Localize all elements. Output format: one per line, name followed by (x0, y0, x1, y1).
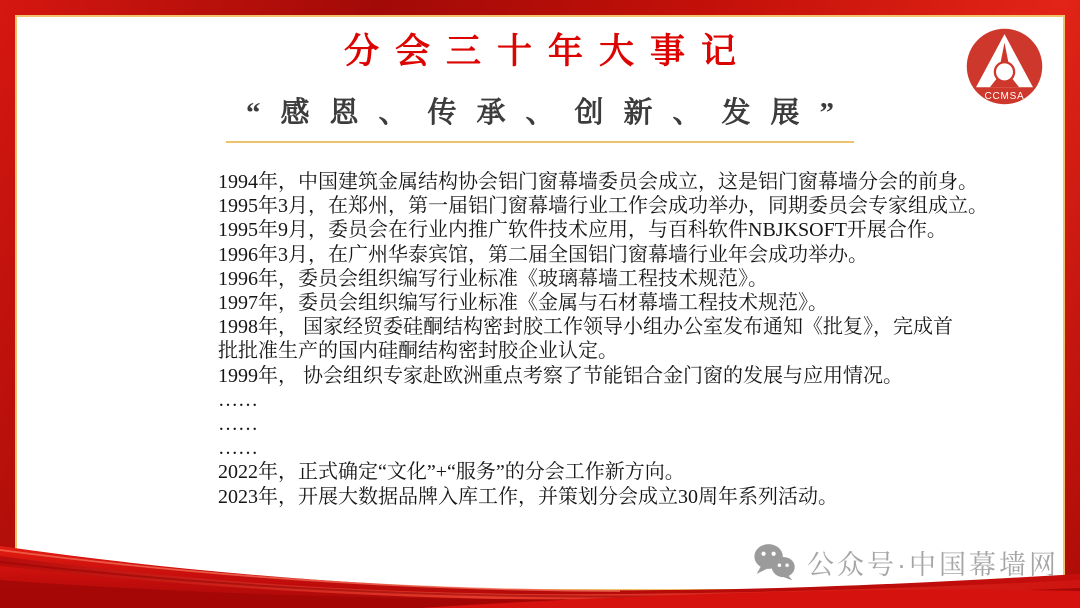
watermark-label: 公众号·中国幕墙网 (807, 549, 1059, 580)
timeline-line: …… (218, 437, 258, 460)
timeline-line: 批批准生产的国内硅酮结构密封胶企业认定。 (218, 340, 618, 363)
timeline-line: 1994年，中国建筑金属结构协会铝门窗幕墙委员会成立，这是铝门窗幕墙分会的前身。 (218, 171, 978, 193)
timeline-line: 1995年3月，在郑州，第一届铝门窗幕墙行业工作会成功举办，同期委员会专家组成立。 (218, 195, 988, 218)
ccmsa-logo-icon (966, 28, 1043, 105)
gold-divider (226, 141, 854, 143)
timeline-line: 1997年，委员会组织编写行业标准《金属与石材幕墙工程技术规范》。 (218, 292, 828, 315)
timeline-line: 1995年9月，委员会在行业内推广软件技术应用，与百科软件NBJKSOFT开展合作。 (218, 219, 947, 242)
logo-acronym: CCMSA (984, 90, 1025, 102)
watermark (753, 540, 1059, 584)
timeline-line: …… (218, 388, 258, 411)
timeline-line: 1998年， 国家经贸委硅酮结构密封胶工作领导小组办公室发布通知《批复》，完成首 (218, 316, 953, 339)
timeline-line: 2022年，正式确定“文化”+“服务”的分会工作新方向。 (218, 461, 685, 484)
wechat-icon (753, 541, 797, 583)
timeline-line: 2023年，开展大数据品牌入库工作，并策划分会成立30周年系列活动。 (218, 485, 838, 508)
timeline-line: 1996年，委员会组织编写行业标准《玻璃幕墙工程技术规范》。 (218, 267, 768, 290)
timeline-line: 1999年， 协会组织专家赴欧洲重点考察了节能铝合金门窗的发展与应用情况。 (218, 364, 903, 387)
timeline-line: 1996年3月，在广州华泰宾馆，第二届全国铝门窗幕墙行业年会成功举办。 (218, 243, 868, 266)
timeline (218, 170, 1070, 509)
page-subtitle: “感恩、传承、创新、发展” (245, 97, 854, 129)
timeline-line: …… (218, 413, 258, 436)
page-title: 分会三十年大事记 (343, 32, 752, 71)
